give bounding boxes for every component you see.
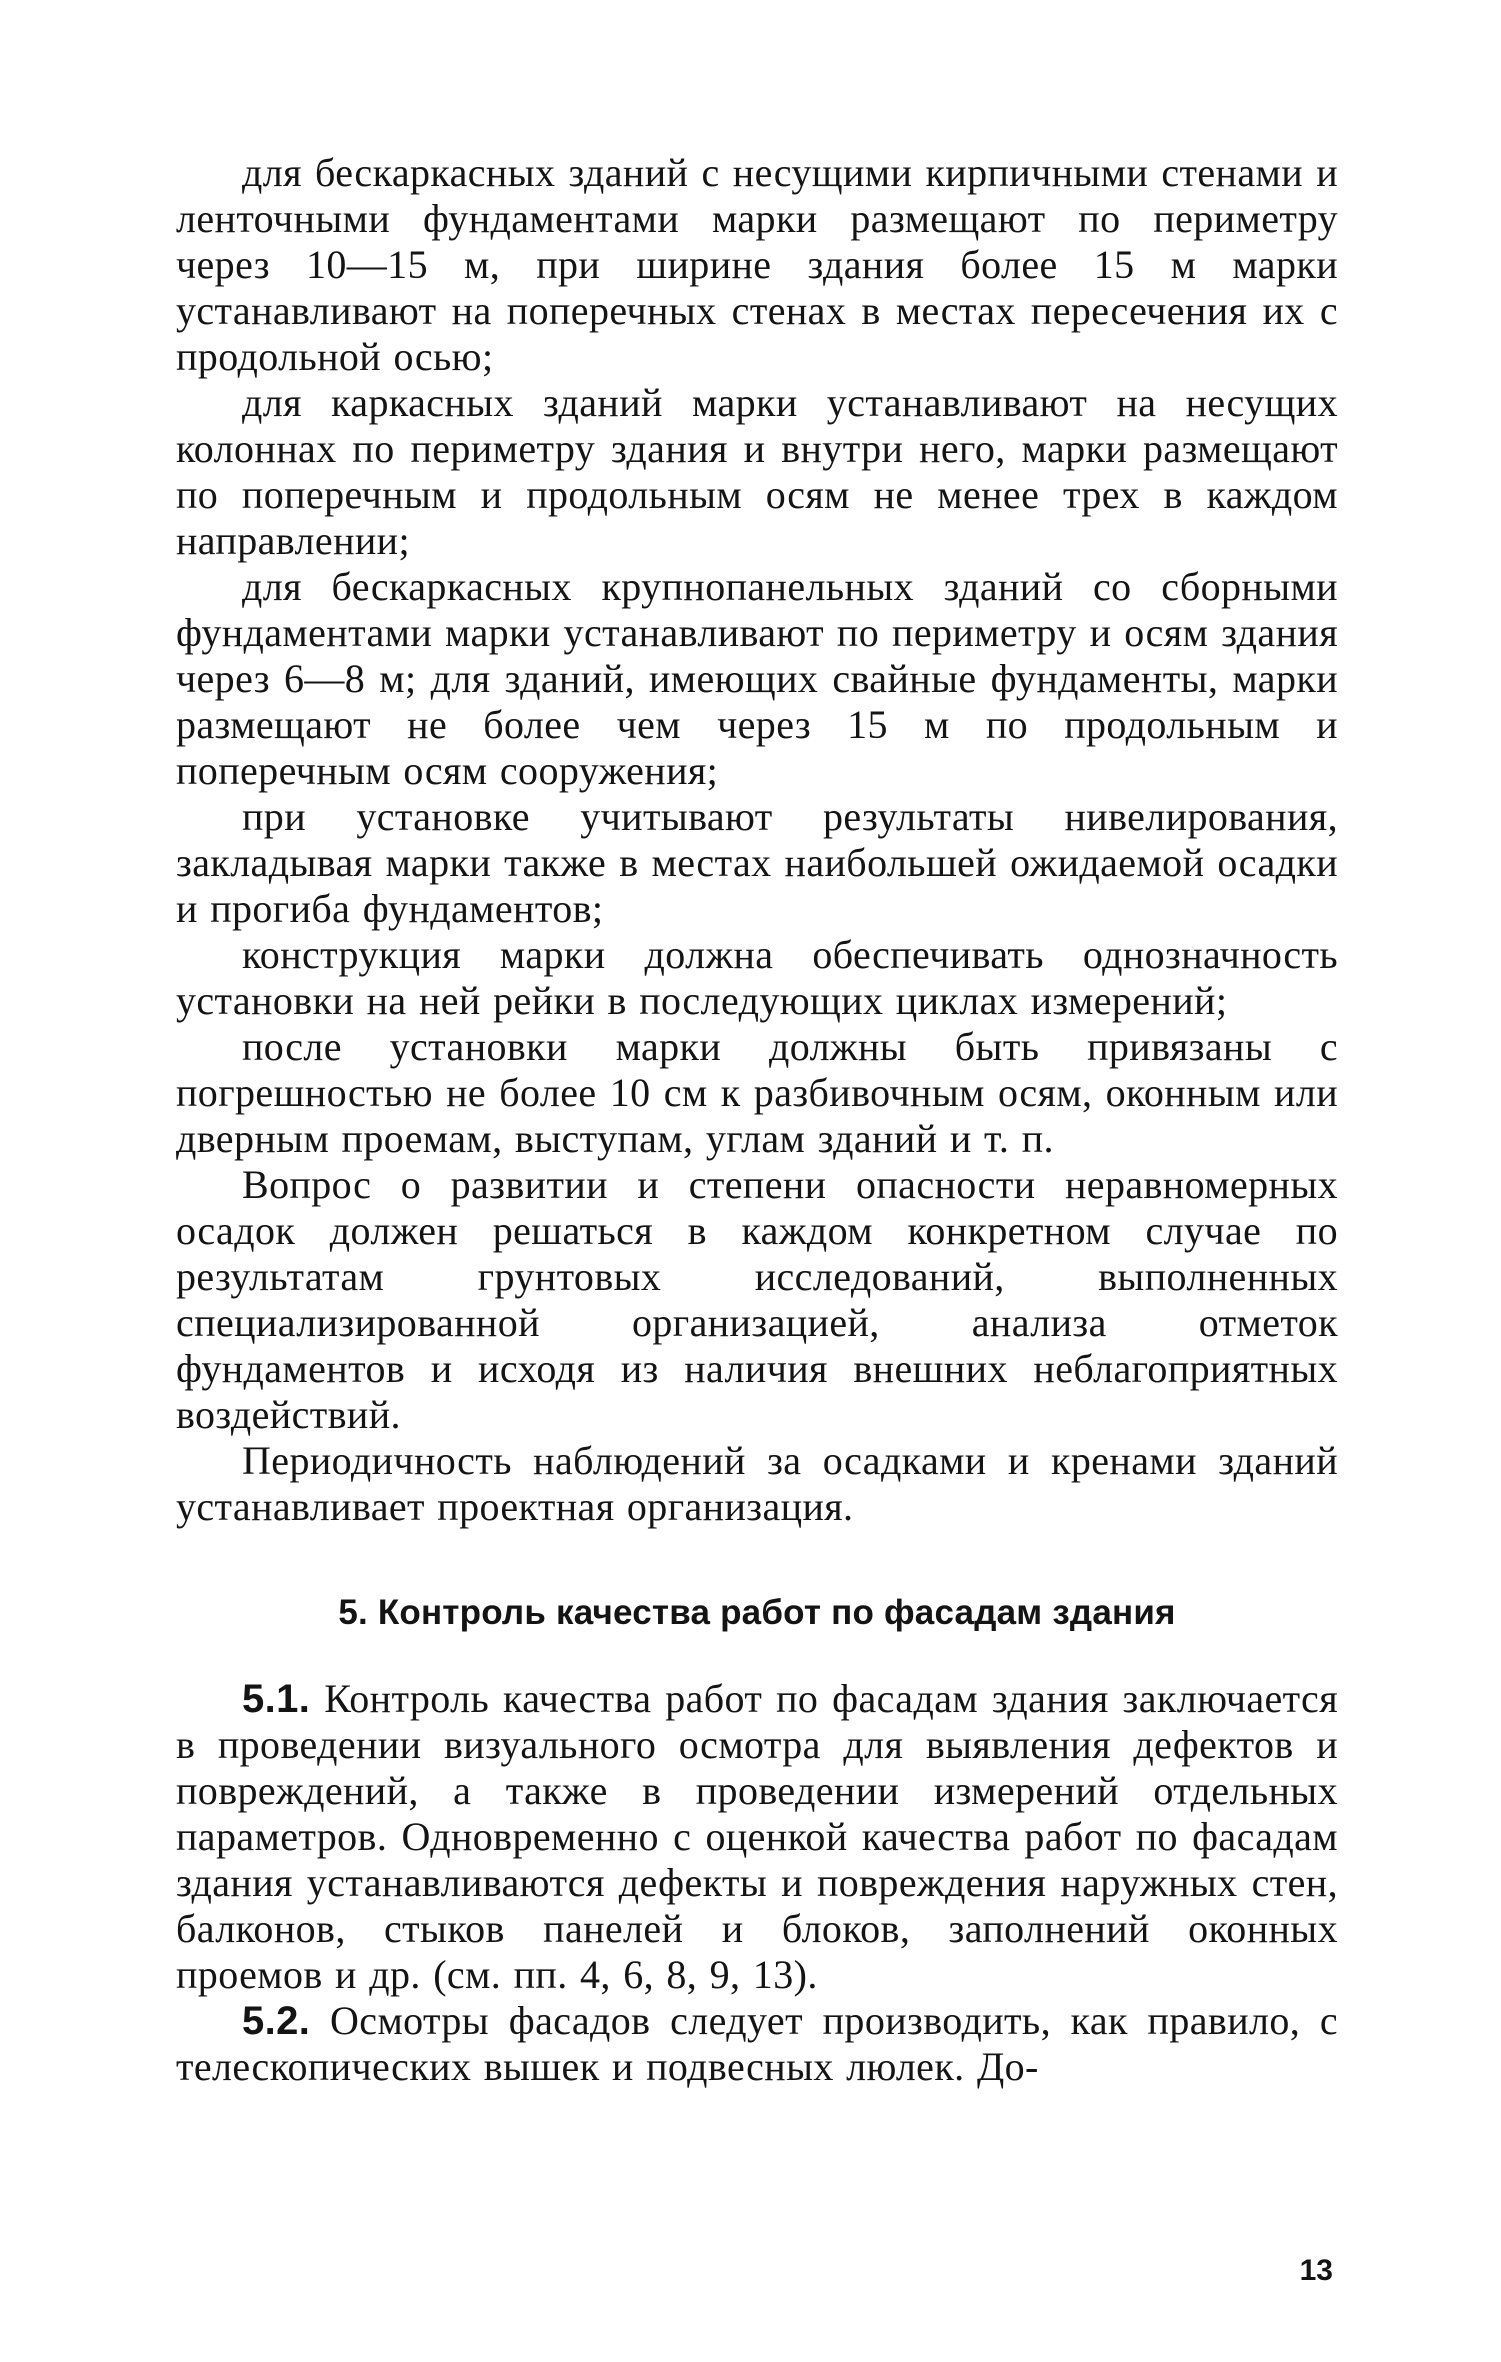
paragraph-settlement-risk: Вопрос о развитии и степени опасности неравномерных осадок должен решаться в каждом конкретном случае по результатам грунтовых исследований, выполненных специализированной организацией, анализа отметок фундаментов и исходя из наличия внешних неблагоприятных воздействий. xyxy=(176,1162,1338,1437)
page-body xyxy=(176,150,1338,2090)
paragraph-mark-design: конструкция марки должна обеспечивать однозначность установки на ней рейки в последующих циклах измерений; xyxy=(176,932,1338,1023)
paragraph-panel-buildings: для бескаркасных крупнопанельных зданий со сборными фундаментами марки устанавливают по периметру и осям здания через 6—8 м; для зданий, имеющих свайные фундаменты, марки размещают не более чем через 15 м по продольным и поперечным осям сооружения; xyxy=(176,564,1338,793)
page-number: 13 xyxy=(1299,2254,1333,2287)
paragraph-mark-binding: после установки марки должны быть привязаны с погрешностью не более 10 см к разбивочным осям, оконным или дверным проемам, выступам, углам зданий и т. п. xyxy=(176,1024,1338,1161)
paragraph-leveling: при установке учитывают результаты нивелирования, закладывая марки также в местах наибольшей ожидаемой осадки и прогиба фундаментов; xyxy=(176,794,1338,931)
paragraph-brick-buildings: для бескаркасных зданий с несущими кирпичными стенами и ленточными фундаментами марки размещают по периметру через 10—15 м, при ширине здания более 15 м марки устанавливают на поперечных стенах в местах пересечения их с продольной осью; xyxy=(176,150,1338,379)
clause-5-1-number: 5.1. xyxy=(242,1677,311,1721)
clause-5-2-number: 5.2. xyxy=(242,1999,311,2043)
clause-5-1 xyxy=(176,1676,1338,1998)
clause-5-1-text: Контроль качества работ по фасадам здания заключается в проведении визуального осмотра для выявления дефектов и повреждений, а также в проведении измерений отдельных параметров. Одновременно с оценкой качества работ по фасадам здания устанавливаются дефекты и повреждения наружных стен, балконов, стыков панелей и блоков, заполнений оконных проемов и др. (см. пп. 4, 6, 8, 9, 13). xyxy=(176,1676,1338,1997)
paragraph-frame-buildings: для каркасных зданий марки устанавливают на несущих колоннах по периметру здания и внутри него, марки размещают по поперечным и продольным осям не менее трех в каждом направлении; xyxy=(176,380,1338,563)
clause-5-2 xyxy=(176,1998,1338,2090)
clause-5-2-text: Осмотры фасадов следует производить, как правило, с телескопических вышек и подвесных люлек. До- xyxy=(176,1998,1338,2089)
section-heading: 5. Контроль качества работ по фасадам здания xyxy=(338,1593,1176,1632)
paragraph-observation-period: Периодичность наблюдений за осадками и кренами зданий устанавливает проектная организация. xyxy=(176,1438,1338,1529)
